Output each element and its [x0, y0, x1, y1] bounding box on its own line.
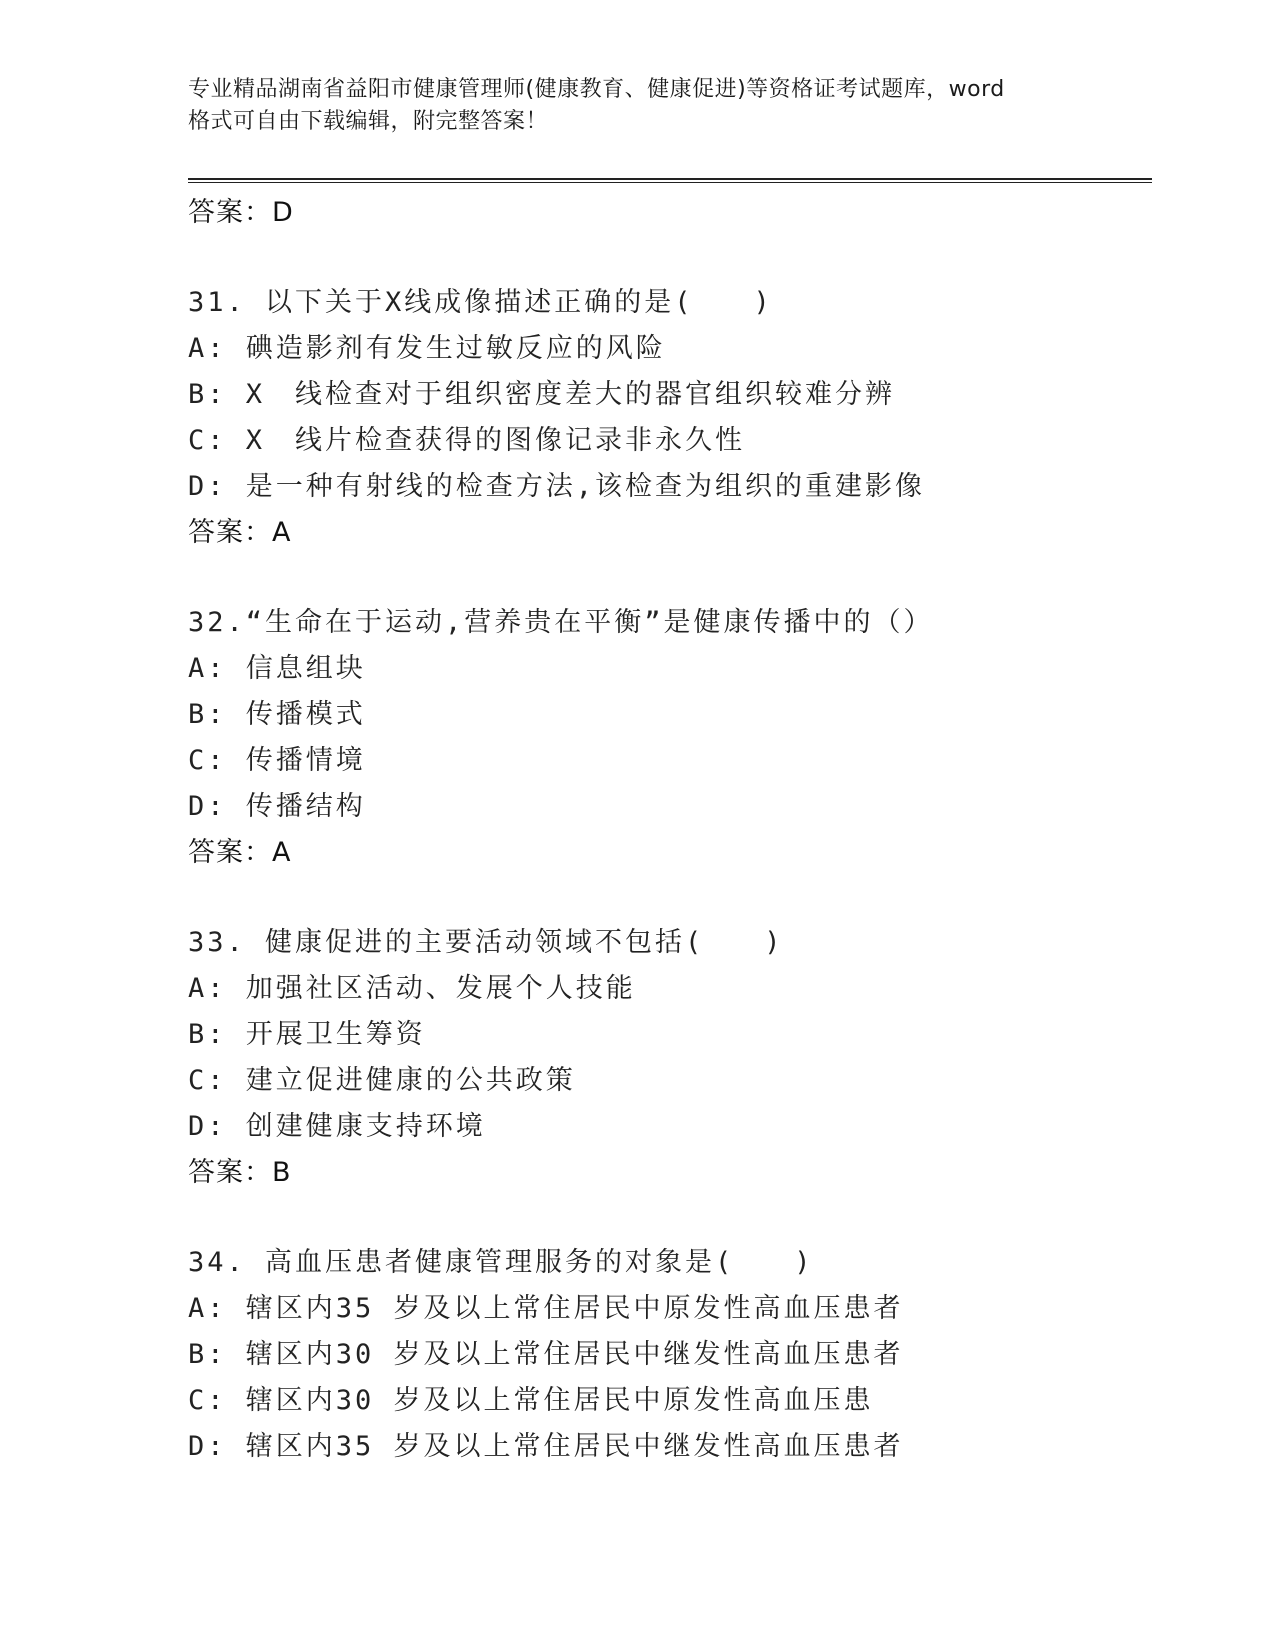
question-list	[188, 190, 1148, 1470]
option-b: B: 辖区内30 岁及以上常住居民中继发性高血压患者	[188, 1339, 904, 1370]
question-stem: 32.“生命在于运动,营养贵在平衡”是健康传播中的（）	[188, 607, 934, 638]
option-c: C: 辖区内30 岁及以上常住居民中原发性高血压患	[188, 1385, 874, 1416]
header-line-1: 专业精品湖南省益阳市健康管理师(健康教育、健康促进)等资格证考试题库，word	[188, 77, 1005, 102]
question-block	[188, 600, 1148, 876]
question-block	[188, 920, 1148, 1196]
question-stem: 33. 健康促进的主要活动领域不包括( )	[188, 927, 784, 958]
answer-line: 答案：B	[188, 1157, 292, 1188]
option-d: D: 是一种有射线的检查方法,该检查为组织的重建影像	[188, 471, 926, 502]
previous-answer: 答案：D	[188, 197, 294, 228]
option-c: C: X 线片检查获得的图像记录非永久性	[188, 425, 746, 456]
option-a: A: 信息组块	[188, 653, 366, 684]
option-a: A: 碘造影剂有发生过敏反应的风险	[188, 333, 666, 364]
option-c: C: 建立促进健康的公共政策	[188, 1065, 576, 1096]
option-b: B: 传播模式	[188, 699, 366, 730]
question-block	[188, 1240, 1148, 1470]
answer-line: 答案：A	[188, 837, 292, 868]
header-line-2: 格式可自由下载编辑，附完整答案！	[188, 109, 549, 134]
question-stem: 34. 高血压患者健康管理服务的对象是( )	[188, 1247, 814, 1278]
option-b: B: 开展卫生筹资	[188, 1019, 426, 1050]
answer-line: 答案：A	[188, 517, 292, 548]
option-c: C: 传播情境	[188, 745, 366, 776]
question-stem: 31. 以下关于X线成像描述正确的是( )	[188, 287, 773, 318]
option-d: D: 创建健康支持环境	[188, 1111, 486, 1142]
option-d: D: 辖区内35 岁及以上常住居民中继发性高血压患者	[188, 1431, 904, 1462]
header-divider	[188, 178, 1152, 183]
option-a: A: 辖区内35 岁及以上常住居民中原发性高血压患者	[188, 1293, 904, 1324]
option-a: A: 加强社区活动、发展个人技能	[188, 973, 636, 1004]
option-d: D: 传播结构	[188, 791, 366, 822]
document-header	[188, 74, 1088, 138]
option-b: B: X 线检查对于组织密度差大的器官组织较难分辨	[188, 379, 896, 410]
question-block	[188, 280, 1148, 556]
